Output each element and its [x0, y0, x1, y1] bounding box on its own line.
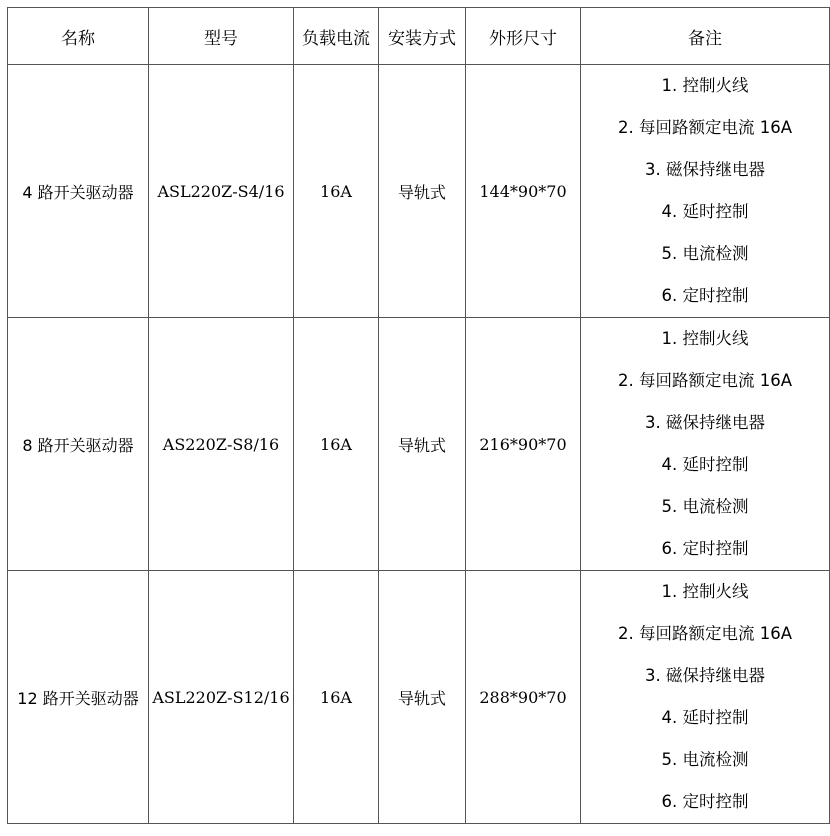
- cell-mount-type: 导轨式: [379, 65, 466, 318]
- cell-dimensions: 288*90*70: [466, 571, 581, 824]
- cell-load-current: 16A: [294, 318, 379, 571]
- note-item: 6. 定时控制: [661, 286, 749, 305]
- header-name: 名称: [8, 8, 149, 65]
- cell-load-current: 16A: [294, 65, 379, 318]
- note-item: 2. 每回路额定电流 16A: [617, 371, 792, 390]
- note-item: 5. 电流检测: [661, 497, 749, 516]
- cell-product-name: 12 路开关驱动器: [8, 571, 149, 824]
- header-size: 外形尺寸: [466, 8, 581, 65]
- cell-dimensions: 216*90*70: [466, 318, 581, 571]
- header-model: 型号: [149, 8, 294, 65]
- note-item: 5. 电流检测: [661, 750, 749, 769]
- note-item: 3. 磁保持继电器: [645, 413, 765, 432]
- table-row: [8, 571, 830, 824]
- notes-list: [581, 318, 829, 570]
- cell-product-name: 8 路开关驱动器: [8, 318, 149, 571]
- table-row: [8, 65, 830, 318]
- note-item: 1. 控制火线: [661, 76, 749, 95]
- note-item: 3. 磁保持继电器: [645, 160, 765, 179]
- note-item: 1. 控制火线: [661, 582, 749, 601]
- cell-model: AS220Z-S8/16: [149, 318, 294, 571]
- header-notes: 备注: [581, 8, 830, 65]
- cell-product-name: 4 路开关驱动器: [8, 65, 149, 318]
- note-item: 3. 磁保持继电器: [645, 666, 765, 685]
- note-item: 2. 每回路额定电流 16A: [617, 118, 792, 137]
- cell-mount-type: 导轨式: [379, 571, 466, 824]
- table-row: [8, 318, 830, 571]
- notes-list: [581, 65, 829, 317]
- cell-mount-type: 导轨式: [379, 318, 466, 571]
- note-item: 6. 定时控制: [661, 792, 749, 811]
- note-item: 4. 延时控制: [661, 708, 749, 727]
- note-item: 4. 延时控制: [661, 202, 749, 221]
- note-item: 5. 电流检测: [661, 244, 749, 263]
- cell-model: ASL220Z-S4/16: [149, 65, 294, 318]
- cell-notes: [581, 65, 830, 318]
- cell-notes: [581, 571, 830, 824]
- note-item: 2. 每回路额定电流 16A: [617, 624, 792, 643]
- cell-dimensions: 144*90*70: [466, 65, 581, 318]
- table-header-row: [8, 8, 830, 65]
- header-current: 负载电流: [294, 8, 379, 65]
- notes-list: [581, 571, 829, 823]
- cell-model: ASL220Z-S12/16: [149, 571, 294, 824]
- cell-notes: [581, 318, 830, 571]
- cell-load-current: 16A: [294, 571, 379, 824]
- header-mount: 安装方式: [379, 8, 466, 65]
- note-item: 6. 定时控制: [661, 539, 749, 558]
- note-item: 4. 延时控制: [661, 455, 749, 474]
- note-item: 1. 控制火线: [661, 329, 749, 348]
- product-spec-table: [7, 7, 830, 824]
